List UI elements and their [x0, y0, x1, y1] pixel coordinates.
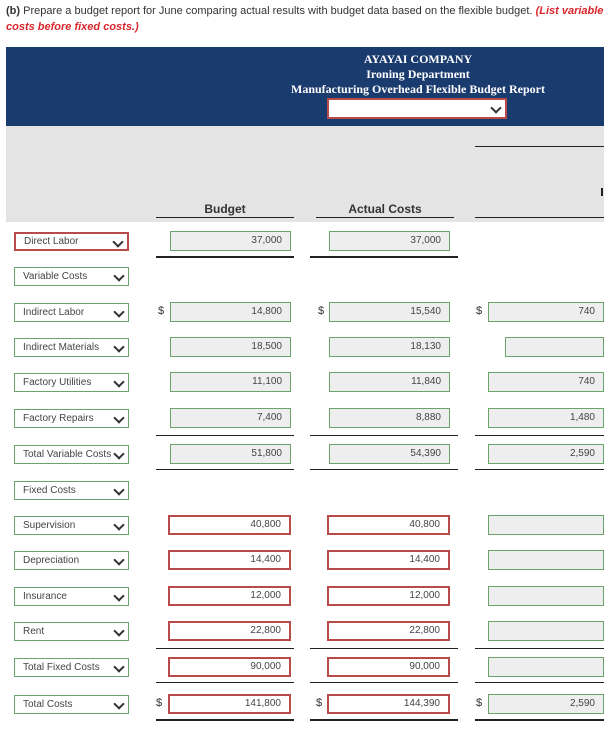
total-rule [475, 682, 604, 683]
diff-header-underline [475, 217, 604, 218]
instructions [6, 3, 606, 35]
row-label-select[interactable]: Variable Costs [14, 267, 129, 286]
row-label-select[interactable]: Factory Repairs [14, 409, 129, 428]
dollar-sign: $ [318, 305, 325, 317]
dollar-sign: $ [476, 305, 483, 317]
dollar-sign: $ [476, 697, 483, 709]
chevron-down-icon [113, 554, 124, 565]
actual-input[interactable]: 11,840 [329, 372, 450, 392]
budget-header-underline [156, 217, 294, 218]
chevron-down-icon [113, 661, 124, 672]
total-rule [310, 469, 458, 470]
total-rule [310, 682, 458, 683]
actual-input[interactable]: 15,540 [329, 302, 450, 322]
column-header-area [6, 126, 604, 222]
chevron-down-icon [113, 519, 124, 530]
chevron-down-icon [113, 590, 124, 601]
budget-input[interactable]: 141,800 [168, 694, 291, 714]
dollar-sign: $ [158, 305, 165, 317]
double-underline [156, 256, 294, 258]
actual-column-header: Actual Costs [348, 202, 422, 216]
part-label: (b) [6, 5, 21, 17]
budget-column-header: Budget [204, 202, 246, 216]
actual-input[interactable]: 18,130 [329, 337, 450, 357]
dollar-sign: $ [156, 697, 163, 709]
total-rule [475, 469, 604, 470]
period-select[interactable] [327, 98, 507, 119]
actual-input[interactable]: 144,390 [327, 694, 450, 714]
row-label-select[interactable]: Factory Utilities [14, 373, 129, 392]
double-underline [475, 719, 604, 721]
row-label-select[interactable]: Total Costs [14, 695, 129, 714]
report-header [6, 47, 604, 126]
header-tick [601, 188, 603, 196]
chevron-down-icon [113, 448, 124, 459]
double-underline [310, 719, 458, 721]
subtotal-rule [310, 648, 458, 649]
difference-input[interactable] [488, 657, 604, 677]
chevron-down-icon [113, 376, 124, 387]
row-label-select[interactable]: Direct Labor [14, 232, 129, 251]
chevron-down-icon [113, 270, 124, 281]
difference-input[interactable] [505, 337, 604, 357]
actual-input[interactable]: 54,390 [329, 444, 450, 464]
chevron-down-icon [113, 412, 124, 423]
actual-input[interactable]: 40,800 [327, 515, 450, 535]
row-label-select[interactable]: Insurance [14, 587, 129, 606]
actual-input[interactable]: 37,000 [329, 231, 450, 251]
header-rule [475, 146, 604, 147]
budget-input[interactable]: 14,400 [168, 550, 291, 570]
row-label-select[interactable]: Rent [14, 622, 129, 641]
difference-input[interactable] [488, 621, 604, 641]
row-label-select[interactable]: Total Variable Costs [14, 445, 129, 464]
instruction-note: (List variable costs before fixed costs.) [6, 5, 604, 33]
double-underline [156, 719, 294, 721]
subtotal-rule [475, 648, 604, 649]
subtotal-rule [156, 648, 294, 649]
subtotal-rule [310, 435, 458, 436]
budget-input[interactable]: 14,800 [170, 302, 291, 322]
difference-input[interactable]: 1,480 [488, 408, 604, 428]
row-label-select[interactable]: Indirect Labor [14, 303, 129, 322]
subtotal-rule [475, 435, 604, 436]
department-name: Ironing Department [366, 67, 470, 81]
difference-input[interactable] [488, 515, 604, 535]
subtotal-rule [156, 435, 294, 436]
dollar-sign: $ [316, 697, 323, 709]
budget-input[interactable]: 11,100 [170, 372, 291, 392]
difference-input[interactable] [488, 550, 604, 570]
chevron-down-icon [113, 306, 124, 317]
budget-input[interactable]: 40,800 [168, 515, 291, 535]
difference-input[interactable]: 740 [488, 372, 604, 392]
budget-input[interactable]: 7,400 [170, 408, 291, 428]
budget-input[interactable]: 37,000 [170, 231, 291, 251]
chevron-down-icon [490, 102, 501, 113]
chevron-down-icon [113, 484, 124, 495]
total-rule [156, 469, 294, 470]
row-label-select[interactable]: Indirect Materials [14, 338, 129, 357]
row-label-select[interactable]: Depreciation [14, 551, 129, 570]
actual-header-underline [316, 217, 454, 218]
chevron-down-icon [113, 625, 124, 636]
budget-input[interactable]: 22,800 [168, 621, 291, 641]
row-label-select[interactable]: Fixed Costs [14, 481, 129, 500]
actual-input[interactable]: 22,800 [327, 621, 450, 641]
actual-input[interactable]: 12,000 [327, 586, 450, 606]
budget-input[interactable]: 18,500 [170, 337, 291, 357]
company-name: AYAYAI COMPANY [363, 52, 473, 66]
difference-input[interactable] [488, 586, 604, 606]
chevron-down-icon [113, 698, 124, 709]
budget-input[interactable]: 90,000 [168, 657, 291, 677]
instruction-text: Prepare a budget report for June comparing actual results with budget data based on the flexible budget. [23, 5, 533, 17]
budget-input[interactable]: 12,000 [168, 586, 291, 606]
difference-input[interactable]: 2,590 [488, 444, 604, 464]
double-underline [310, 256, 458, 258]
chevron-down-icon [112, 236, 123, 247]
actual-input[interactable]: 14,400 [327, 550, 450, 570]
chevron-down-icon [113, 341, 124, 352]
row-label-select[interactable]: Supervision [14, 516, 129, 535]
report-title: Manufacturing Overhead Flexible Budget Report [291, 82, 545, 96]
actual-input[interactable]: 90,000 [327, 657, 450, 677]
total-rule [156, 682, 294, 683]
difference-input[interactable]: 740 [488, 302, 604, 322]
difference-input[interactable]: 2,590 [488, 694, 604, 714]
row-label-select[interactable]: Total Fixed Costs [14, 658, 129, 677]
actual-input[interactable]: 8,880 [329, 408, 450, 428]
budget-input[interactable]: 51,800 [170, 444, 291, 464]
